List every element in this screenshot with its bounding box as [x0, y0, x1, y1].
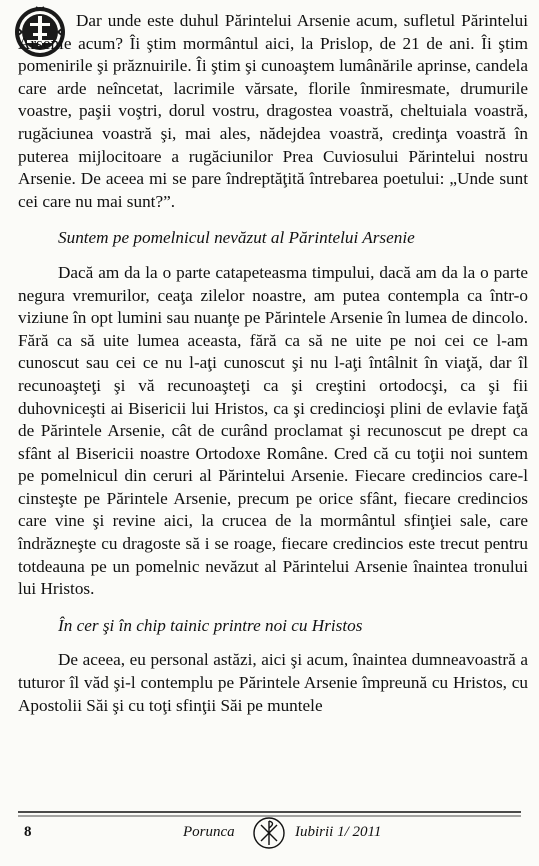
article-body: [18, 10, 528, 717]
magazine-title-left: Porunca: [183, 824, 235, 840]
paragraph-1: Dar unde este duhul Părintelui Arsenie acum, sufletul Părintelui Arsenie acum? Îi ştim mormântul aici, la Prislop, de 21 de ani. Îi ştim pomenirile şi prăznuirile. Îi ştim şi cunoaştem lumânările aprinse, candela care arde neîncetat, lacrimile vărsate, florile înmiresmate, drumurile voastre, paşii voştri, dorul vostru, dragostea voastră, cheltuiala voastră, rugăciunea voastră şi, mai ales, nădejdea voastră, credinţa voastră în puterea mijlocitoare a rugăciunilor Prea Cuviosului Părintelui nostru Arsenie. De aceea mi se pare îndreptăţită întrebarea poetului: „Unde sunt cei care nu mai sunt?”.: [18, 11, 528, 211]
section-heading-1: Suntem pe pomelnicul nevăzut al Părintelui Arsenie: [58, 228, 415, 248]
section-heading-2: În cer şi în chip tainic printre noi cu Hristos: [58, 615, 363, 635]
page-number: 8: [24, 824, 32, 840]
magazine-title-right: Iubirii 1/ 2011: [295, 824, 382, 840]
paragraph-2: Dacă am da la o parte catapeteasma timpului, dacă am da la o parte negura vremurilor, ceaţa zilelor noastre, am putea contempla ca într-o viziune în opt lumini sau nuanţe pe Părintele Arsenie în lumea de dincolo. Fără ca să uite lumea aceasta, fără ca să ne uite pe noi cei ce l-am cunoscut sau cei ce nu l-aţi cunoscut şi nu l-aţi întâlnit în viaţă, dar îl recunoaşteţi şi vă recunoaşteţi ca şi creştini ortodocşi, ca şi fii duhovniceşti ai Bisericii lui Hristos, ca şi credincioşi plini de evlavie faţă de Părintele Arsenie, cât de curând proclamat şi recunoscut pe drept ca sfânt al Bisericii noastre Ortodoxe Române. Cred că cu toţii noi suntem pe pomelnicul din ceruri al Părintelui Arsenie. Fiecare credincios care-l cinsteşte pe Părintele Arsenie, precum pe orice sfânt, fiecare credincios care vine şi revine aici, la crucea de la mormântul sfinţiei sale, care îndrăzneşte cu dragoste să i se roage, fiecare credincios este trecut pentru totdeauna pe un pomelnic nevăzut al Părintelui Arsenie înaintea tronului lui Hristos.: [18, 262, 528, 599]
paragraph-3: De aceea, eu personal astăzi, aici şi acum, înaintea dumneavoastră a tuturor îl văd şi-l contemplu pe Părintele Arsenie împreună cu Hristos, cu Apostolii Săi şi cu toţi sfinţii Săi pe muntele: [18, 650, 528, 715]
chi-rho-emblem-icon: [252, 816, 286, 850]
page-footer: [0, 818, 539, 848]
